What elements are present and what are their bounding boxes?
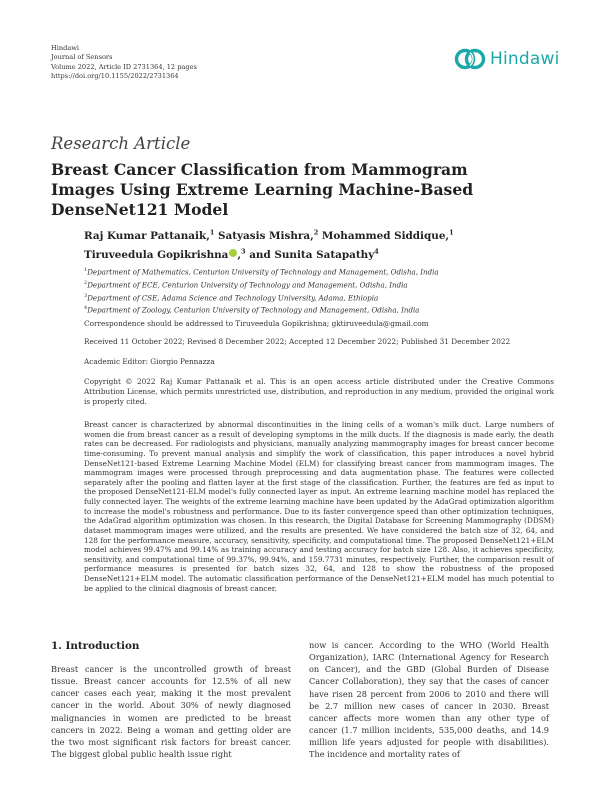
section-heading: 1. Introduction	[51, 640, 140, 652]
author-3[interactable]: Mohammed Siddique,$^1$	[321, 229, 454, 243]
affiliation-1: $^1$Department of Mathematics, Centurion University of Technology and Management, Odisha, India	[84, 267, 439, 277]
affiliation-3: $^3$Department of CSE, Adama Science and Technology University, Adama, Ethiopia	[84, 292, 379, 302]
author-4[interactable]: Tiruveedula Gopikrishna ,$^3$	[84, 247, 246, 262]
hindawi-logo-icon	[454, 48, 486, 70]
affiliation-4: $^4$Department of Zoology, Centurion University of Technology and Management, Odisha, India	[84, 305, 420, 315]
article-title: Breast Cancer Classification from Mammogram Images Using Extreme Learning Machine-Based DenseNet121 Model	[51, 160, 474, 219]
author-5[interactable]: and Sunita Satapathy$^4$	[249, 247, 379, 262]
doi-link[interactable]: https://doi.org/10.1155/2022/2731364	[51, 72, 179, 81]
journal-meta	[51, 44, 197, 82]
publication-dates: Received 11 October 2022; Revised 8 December 2022; Accepted 12 December 2022; Published 31 December 2022	[84, 337, 511, 346]
publisher-name: Hindawi	[51, 44, 80, 52]
hindawi-logo	[454, 48, 560, 70]
academic-editor: Academic Editor: Giorgio Pennazza	[84, 357, 215, 366]
correspondence: Correspondence should be addressed to Tiruveedula Gopikrishna; gktiruveedula@gmail.com	[84, 319, 429, 328]
affiliations	[84, 265, 524, 316]
author-list	[84, 226, 504, 264]
journal-name: Journal of Sensors	[51, 53, 113, 62]
author-1[interactable]: Raj Kumar Pattanaik,$^1$	[84, 229, 215, 243]
intro-left-column: Breast cancer is the uncontrolled growth of breast tissue. Breast cancer accounts for 12.5% of all new cancer cases each year, making it the most prevalent cancer in the world. About 30% of newly diagnosed malignancies in women are predicted to be breast cancers in 2022. Being a woman and getting older are the two most significant risk factors for breast cancer. The biggest global public health issue right	[51, 664, 291, 760]
copyright-notice: Copyright © 2022 Raj Kumar Pattanaik et al. This is an open access article distributed under the Creative Commons Attribution License, which permits unrestricted use, distribution, and reproduction in any medium, provided the original work is properly cited.	[84, 377, 554, 406]
affiliation-2: $^2$Department of ECE, Centurion University of Technology and Management, Odisha, India	[84, 279, 408, 290]
volume-info: Volume 2022, Article ID 2731364, 12 pages	[51, 62, 197, 71]
intro-right-column: now is cancer. According to the WHO (World Health Organization), IARC (International Agency for Research on Cancer), and the GBD (Global Burden of Disease Cancer Collaboration), they say that the cases of cancer have risen 28 percent from 2006 to 2010 and there will be 2.7 million new cases of cancer in 2030. Breast cancer affects more women than any other type of cancer (1.7 million incidents, 535,000 deaths, and 14.9 million life years adjusted for people with disabilities). The incidence and mortality rates of	[309, 640, 549, 760]
logo-wordmark: Hindawi	[490, 49, 560, 69]
article-type: Research Article	[51, 134, 191, 153]
abstract: Breast cancer is characterized by abnormal discontinuities in the lining cells of a woman's milk duct. Large numbers of women die from breast cancer as a result of developing symptoms in the milk ducts. If the diagnosis is made early, the death rates can be decreased. For radiologists and physicians, manually analyzing mammography images for breast cancer become time-consuming. To prevent manual analysis and simplify the work of classification, this paper introduces a novel hybrid DenseNet121-based Extreme Learning Machine Model (ELM) for classifying breast cancer from mammogram images. The mammogram images were processed through preprocessing and data augmentation phase. The features were collected separately after the pooling and flatten layer at the first stage of the classification. Further, the features are fed as input to the proposed DenseNet121-ELM model's fully connected layer as input. An extreme learning machine model has replaced the fully connected layer. The weights of the extreme learning machine have been updated by the AdaGrad optimization algorithm to increase the model's robustness and performance. Due to its faster convergence speed than other optimization techniques, the AdaGrad algorithm optimization was chosen. In this research, the Digital Database for Screening Mammography (DDSM) dataset mammogram images were utilized, and the results are presented. We have considered the batch size of 32, 64, and 128 for the performance measure, accuracy, sensitivity, specificity, and computational time. The proposed DenseNet121+ELM model achieves 99.47% and 99.14% as training accuracy and testing accuracy for batch size 128. Also, it achieves specificity, sensitivity, and computational time of 99.37%, 99.94%, and 159.7731 minutes, respectively. Further, the comparison result of performance measures is presented for batch sizes 32, 64, and 128 to show the robustness of the proposed DenseNet121+ELM model. The automatic classification performance of the DenseNet121+ELM model has much potential to be applied to the clinical diagnosis of breast cancer.	[84, 420, 554, 593]
author-2[interactable]: Satyasis Mishra,$^2$	[217, 229, 319, 243]
orcid-icon[interactable]	[229, 249, 237, 257]
